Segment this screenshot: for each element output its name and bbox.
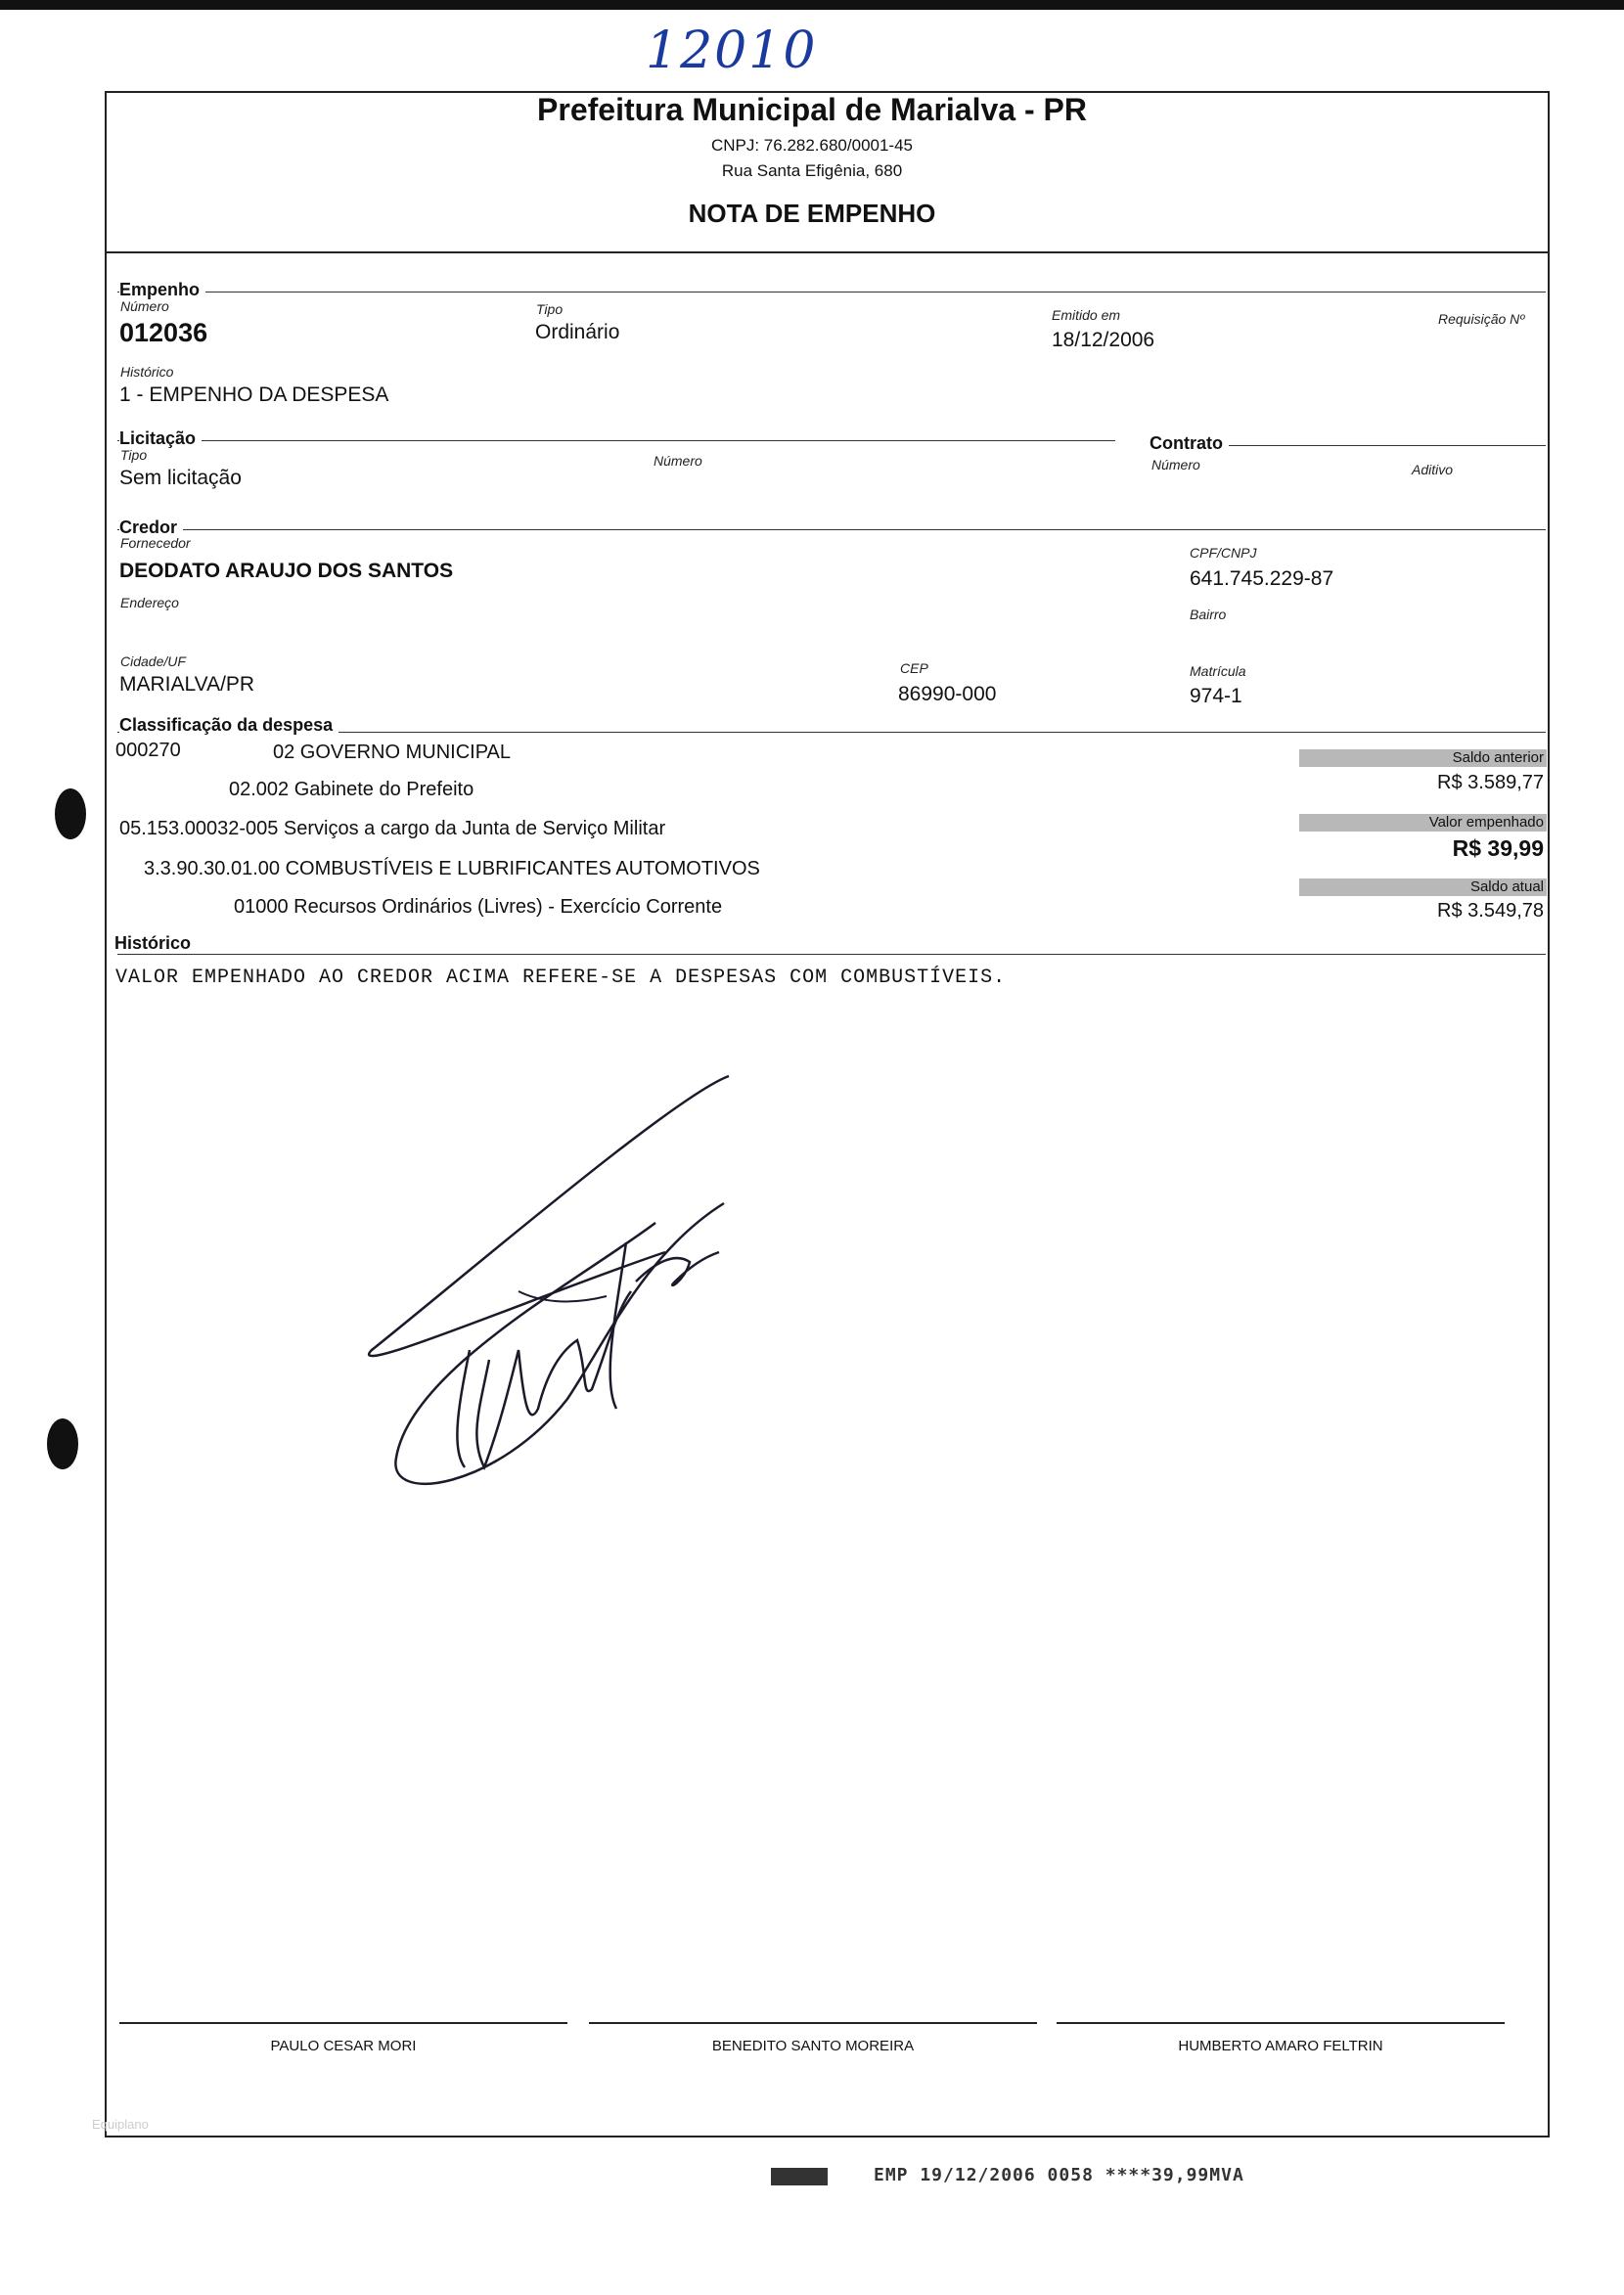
signatory-3: HUMBERTO AMARO FELTRIN [1178,2038,1383,2054]
valor-empenhado-label: Valor empenhado [1428,814,1544,831]
software-tag: Equiplano [92,2117,149,2132]
fornecedor-label: Fornecedor [120,535,191,551]
classificacao-section-title: Classificação da despesa [119,715,338,736]
cpf-label: CPF/CNPJ [1190,545,1257,561]
credor-rule [117,529,1546,530]
stamp-mark [771,2168,828,2185]
credor-section-title: Credor [119,518,183,538]
licitacao-tipo-label: Tipo [120,447,148,463]
requisicao-label: Requisição Nº [1438,311,1525,327]
matricula-value: 974-1 [1190,685,1242,707]
empenho-historico-label: Histórico [120,364,174,380]
signature-line-1 [119,2022,567,2024]
classificacao-code: 000270 [115,740,181,761]
signatory-2: BENEDITO SANTO MOREIRA [711,2038,915,2054]
signatory-1: PAULO CESAR MORI [270,2038,417,2054]
classificacao-orgao: 02 GOVERNO MUNICIPAL [273,742,512,763]
emitido-date: 18/12/2006 [1052,329,1155,351]
saldo-anterior-value: R$ 3.589,77 [1437,772,1544,793]
municipality-title: Prefeitura Municipal de Marialva - PR [537,92,1087,127]
licitacao-rule [117,440,1115,441]
matricula-label: Matrícula [1190,663,1246,679]
signature-line-2 [589,2022,1037,2024]
valor-empenhado-value: R$ 39,99 [1452,835,1544,861]
classificacao-recurso: 01000 Recursos Ordinários (Livres) - Exercício Corrente [234,896,723,918]
document-title: NOTA DE EMPENHO [688,199,936,228]
page-top-border [0,0,1624,10]
contrato-numero-label: Número [1151,457,1200,472]
fornecedor-name: DEODATO ARAUJO DOS SANTOS [119,560,454,582]
punch-hole-bottom [47,1418,78,1469]
bairro-label: Bairro [1190,607,1227,622]
bottom-stamp: EMP 19/12/2006 0058 ****39,99MVA [874,2165,1244,2185]
saldo-anterior-label: Saldo anterior [1452,749,1544,766]
signature-scribble [352,1057,763,1507]
contrato-aditivo-label: Aditivo [1412,462,1454,477]
licitacao-numero-label: Número [654,453,702,469]
empenho-numero-label: Número [120,298,169,314]
licitacao-section-title: Licitação [119,428,202,449]
cpf-value: 641.745.229-87 [1190,567,1334,590]
historico-section-title: Histórico [114,933,197,954]
historico-rule [117,954,1546,955]
historico-text: VALOR EMPENHADO AO CREDOR ACIMA REFERE-SE A DESPESAS COM COMBUSTÍVEIS. [115,967,1007,989]
cep-label: CEP [900,660,928,676]
empenho-historico: 1 - EMPENHO DA DESPESA [119,383,389,406]
empenho-tipo: Ordinário [535,321,620,343]
cnpj-line: CNPJ: 76.282.680/0001-45 [710,136,914,155]
handwritten-number: 12010 [646,22,818,80]
cep-value: 86990-000 [898,683,997,705]
endereco-label: Endereço [120,595,179,610]
classificacao-elemento: 3.3.90.30.01.00 COMBUSTÍVEIS E LUBRIFICANTES AUTOMOTIVOS [144,858,760,879]
address-line: Rua Santa Efigênia, 680 [721,161,903,180]
classificacao-unidade: 02.002 Gabinete do Prefeito [229,779,474,800]
empenho-tipo-label: Tipo [536,301,564,317]
punch-hole-top [55,788,86,839]
signature-line-3 [1057,2022,1505,2024]
empenho-numero: 012036 [119,318,208,347]
emitido-label: Emitido em [1052,307,1121,323]
header-divider [105,251,1550,253]
contrato-section-title: Contrato [1150,433,1229,454]
saldo-atual-value: R$ 3.549,78 [1437,900,1544,922]
empenho-section-title: Empenho [119,280,205,300]
cidade-label: Cidade/UF [120,653,186,669]
licitacao-tipo: Sem licitação [119,467,242,489]
cidade-value: MARIALVA/PR [119,673,255,696]
saldo-atual-label: Saldo atual [1469,878,1544,895]
classificacao-funcional: 05.153.00032-005 Serviços a cargo da Junta de Serviço Militar [119,818,666,839]
